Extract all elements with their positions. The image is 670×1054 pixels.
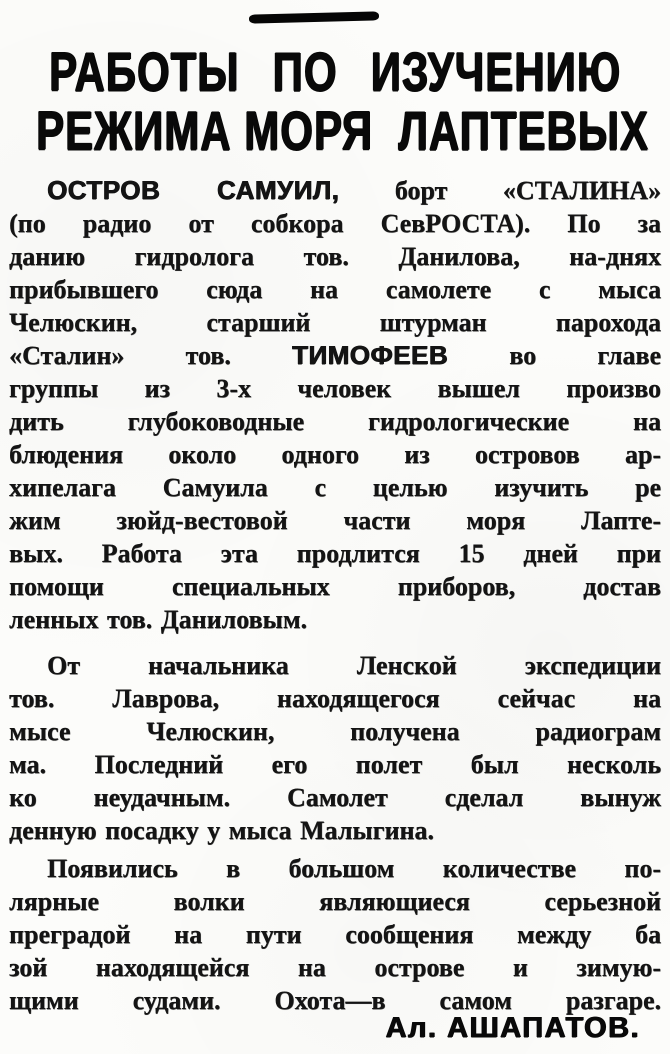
section-divider-rule <box>249 11 379 23</box>
text-segment: помощи специальных приборов, достав <box>9 572 661 601</box>
text-line <box>9 748 661 781</box>
text-segment: во главе <box>448 341 661 370</box>
text-segment: блюдения около одного из островов ар- <box>9 440 661 469</box>
text-segment: данию гидролога тов. Данилова, на-днях <box>9 242 661 271</box>
emphasized-name: ТИМОФЕЕВ <box>292 340 449 370</box>
text-segment: зой находящейся на острове и зимую- <box>9 953 661 982</box>
text-line <box>9 649 661 682</box>
text-segment: «СТАЛИНА» <box>502 176 661 205</box>
text-line <box>9 504 661 537</box>
text-segment: борт <box>339 176 503 205</box>
text-line <box>9 537 661 570</box>
text-line <box>9 918 661 951</box>
text-segment: (по радио от собкора СевРОСТА). По за <box>9 209 661 238</box>
text-line <box>9 781 661 814</box>
text-line <box>9 240 661 273</box>
text-line <box>9 715 661 748</box>
article-body <box>9 174 661 1017</box>
text-segment: мысе Челюскин, получена радиограм <box>9 717 661 746</box>
text-segment: ленных тов. Даниловым. <box>9 605 308 634</box>
article-headline <box>36 40 649 162</box>
paragraph <box>9 174 661 636</box>
text-segment: вых. Работа эта продлится 15 дней при <box>9 539 661 568</box>
text-segment: ко неудачным. Самолет сделал вынуж <box>9 783 661 812</box>
text-line <box>9 885 661 918</box>
text-segment: Появились в большом количестве по- <box>47 854 661 883</box>
text-line <box>9 438 661 471</box>
headline-line-1: РАБОТЫ ПО ИЗУЧЕНИЮ <box>49 41 621 103</box>
text-segment: лярные волки являющиеся серьезной <box>9 887 661 916</box>
text-line <box>9 471 661 504</box>
text-segment: жим зюйд-вестовой части моря Лапте- <box>9 506 661 535</box>
text-segment: щими судами. Охота—в самом разгаре. <box>9 986 661 1015</box>
text-line <box>9 207 661 240</box>
text-line <box>9 951 661 984</box>
text-line <box>9 405 661 438</box>
text-segment: прибывшего сюда на самолете с мыса <box>9 275 661 304</box>
text-segment: денную посадку у мыса Малыгина. <box>9 816 434 845</box>
headline-line-2: РЕЖИМА МОРЯ ЛАПТЕВЫХ <box>36 100 649 162</box>
text-line <box>9 852 661 885</box>
text-line <box>9 682 661 715</box>
text-segment: ма. Последний его полет был несколь <box>9 750 661 779</box>
text-line <box>9 814 661 847</box>
text-line <box>9 339 661 372</box>
text-segment: Челюскин, старший штурман парохода <box>9 308 661 337</box>
text-line <box>9 306 661 339</box>
text-segment: От начальника Ленской экспедиции <box>47 651 661 680</box>
text-line <box>9 372 661 405</box>
text-line <box>9 570 661 603</box>
article-byline: Ал. АШАПАТОВ. <box>385 1012 640 1044</box>
text-segment: дить глубоководные гидрологические на <box>9 407 661 436</box>
text-segment: тов. Лаврова, находящегося сейчас на <box>9 684 661 713</box>
text-line <box>9 273 661 306</box>
emphasized-name: ОСТРОВ САМУИЛ, <box>47 175 340 205</box>
text-line <box>9 603 661 636</box>
paragraph <box>9 852 661 1017</box>
text-segment: преградой на пути сообщения между ба <box>9 920 661 949</box>
text-segment: хипелага Самуила с целью изучить ре <box>9 473 661 502</box>
text-line <box>9 174 661 207</box>
text-segment: «Сталин» тов. <box>9 341 292 370</box>
text-segment: группы из 3-х человек вышел произво <box>9 374 661 403</box>
paragraph <box>9 649 661 847</box>
